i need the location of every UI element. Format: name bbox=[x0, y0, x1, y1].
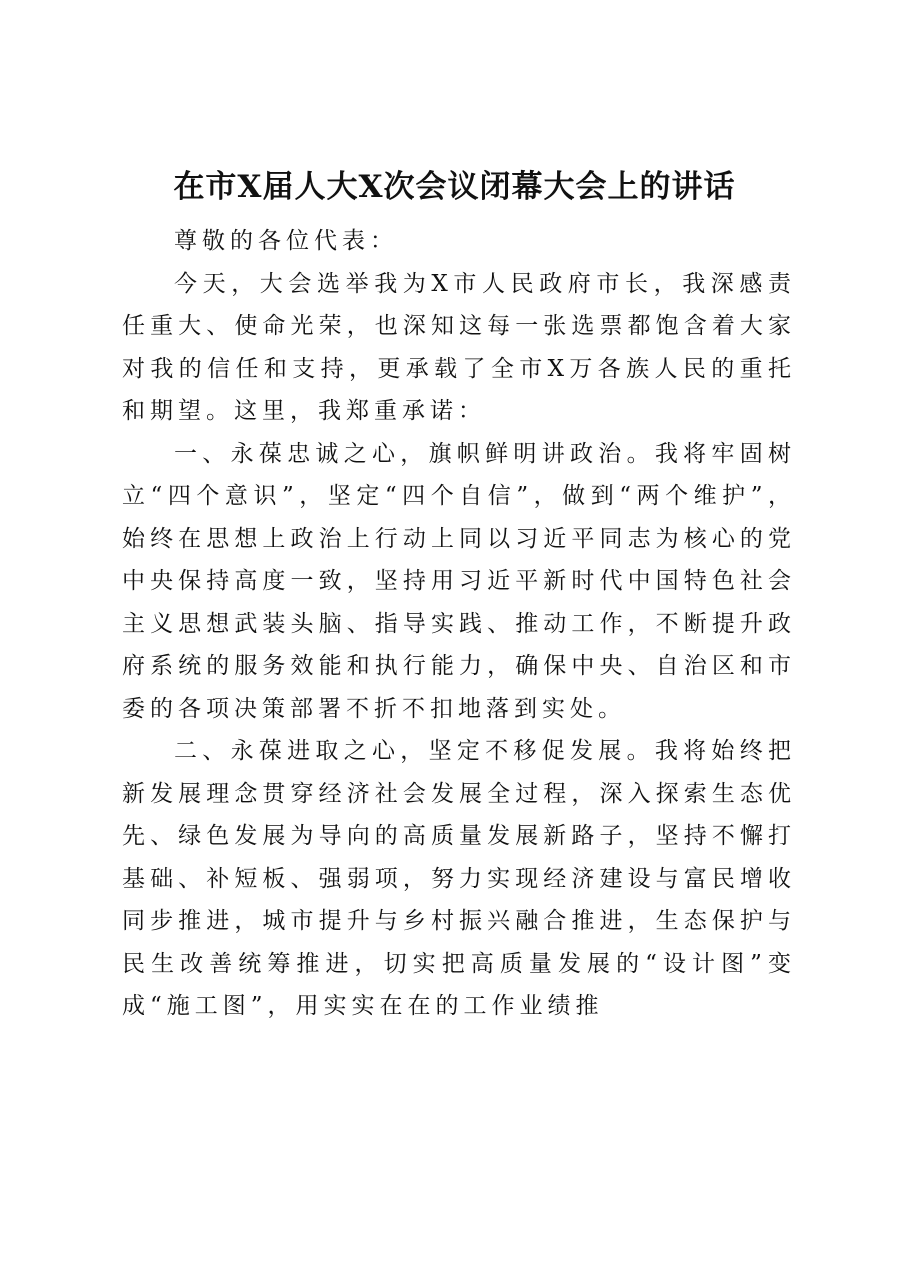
document-title: 在市X届人大X次会议闭幕大会上的讲话 bbox=[173, 169, 736, 205]
opening-paragraph: 今天，大会选举我为X市人民政府市长，我深感责任重大、使命光荣，也深知这每一张选票都饱含着大家对我的信任和支持，更承载了全市X万各族人民的重托和期望。这里，我郑重承诺： bbox=[122, 270, 796, 424]
document-body bbox=[122, 220, 796, 1028]
salutation-paragraph: 尊敬的各位代表： bbox=[174, 228, 398, 254]
commitment-one-paragraph: 一、永葆忠诚之心，旗帜鲜明讲政治。我将牢固树立“四个意识”，坚定“四个自信”，做到“两个维护”，始终在思想上政治上行动上同以习近平同志为核心的党中央保持高度一致，坚持用习近平新时代中国特色社会主义思想武装头脑、指导实践、推动工作，不断提升政府系统的服务效能和执行能力，确保中央、自治区和市委的各项决策部署不折不扣地落到实处。 bbox=[122, 440, 796, 722]
commitment-two-paragraph: 二、永葆进取之心，坚定不移促发展。我将始终把新发展理念贯穿经济社会发展全过程，深入探索生态优先、绿色发展为导向的高质量发展新路子，坚持不懈打基础、补短板、强弱项，努力实现经济建设与富民增收同步推进，城市提升与乡村振兴融合推进，生态保护与民生改善统筹推进，切实把高质量发展的“设计图”变成“施工图”，用实实在在的工作业绩推 bbox=[122, 738, 796, 1019]
